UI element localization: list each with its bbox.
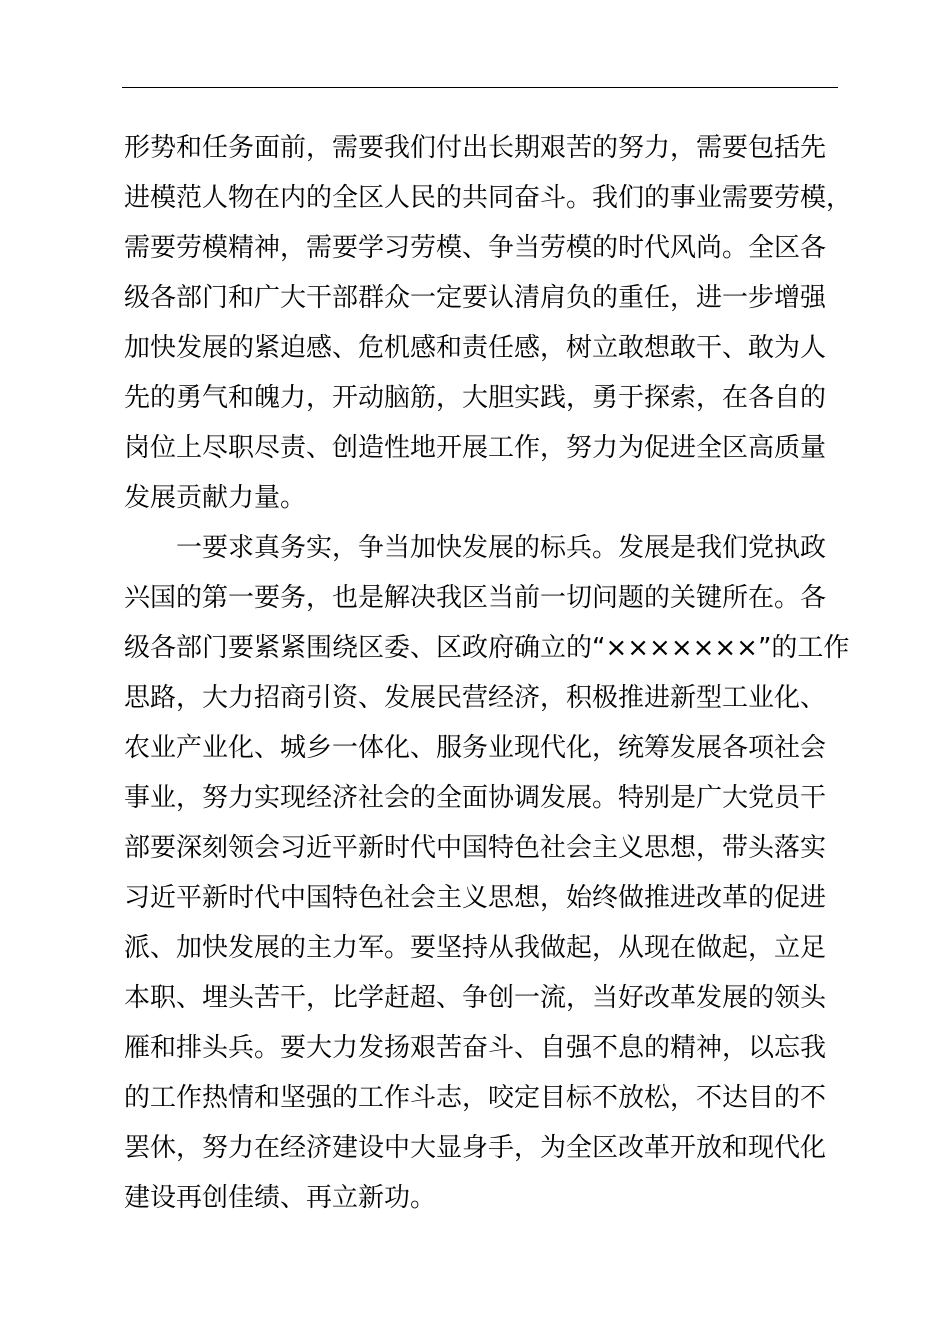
text-line: 形势和任务面前，需要我们付出长期艰苦的努力，需要包括先 bbox=[124, 133, 827, 163]
text-line: 发展贡献力量。 bbox=[124, 483, 307, 513]
text-line: 事业，努力实现经济社会的全面协调发展。特别是广大党员干 bbox=[124, 783, 827, 813]
text-line: 加快发展的紧迫感、危机感和责任感，树立敢想敢干、敢为人 bbox=[124, 333, 827, 363]
text-line: 思路，大力招商引资、发展民营经济，积极推进新型工业化、 bbox=[124, 683, 827, 713]
text-line: 农业产业化、城乡一体化、服务业现代化，统筹发展各项社会 bbox=[124, 733, 827, 763]
text-line: 进模范人物在内的全区人民的共同奋斗。我们的事业需要劳模， bbox=[124, 183, 853, 213]
text-line: 级各部门要紧紧围绕区委、区政府确立的“×××××××”的工作 bbox=[124, 633, 850, 663]
text-line: 兴国的第一要务，也是解决我区当前一切问题的关键所在。各 bbox=[124, 583, 827, 613]
text-line: 习近平新时代中国特色社会主义思想，始终做推进改革的促进 bbox=[124, 883, 827, 913]
text-line: 级各部门和广大干部群众一定要认清肩负的重任，进一步增强 bbox=[124, 283, 827, 313]
text-line: 本职、埋头苦干，比学赶超、争创一流，当好改革发展的领头 bbox=[124, 983, 827, 1013]
text-line: 罢休，努力在经济建设中大显身手，为全区改革开放和现代化 bbox=[124, 1133, 827, 1163]
text-line: 部要深刻领会习近平新时代中国特色社会主义思想，带头落实 bbox=[124, 833, 827, 863]
text-line: 建设再创佳绩、再立新功。 bbox=[124, 1183, 437, 1213]
text-line: 需要劳模精神，需要学习劳模、争当劳模的时代风尚。全区各 bbox=[124, 233, 827, 263]
text-line: 岗位上尽职尽责、创造性地开展工作，努力为促进全区高质量 bbox=[124, 433, 827, 463]
header-rule bbox=[122, 87, 838, 88]
text-line: 雁和排头兵。要大力发扬艰苦奋斗、自强不息的精神，以忘我 bbox=[124, 1033, 827, 1063]
text-line: 的工作热情和坚强的工作斗志，咬定目标不放松，不达目的不 bbox=[124, 1083, 827, 1113]
text-line: 一要求真务实，争当加快发展的标兵。发展是我们党执政 bbox=[124, 533, 827, 563]
text-line: 先的勇气和魄力，开动脑筋，大胆实践，勇于探索，在各自的 bbox=[124, 383, 827, 413]
text-line: 派、加快发展的主力军。要坚持从我做起，从现在做起，立足 bbox=[124, 933, 827, 963]
